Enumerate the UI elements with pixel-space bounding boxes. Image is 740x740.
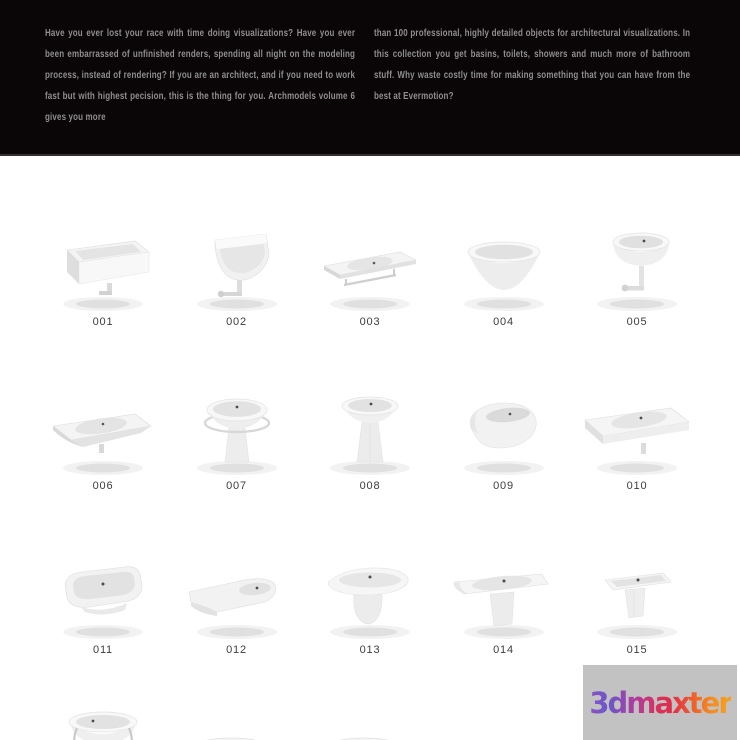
wall-round-basin-icon (171, 222, 303, 318)
wide-counter-basin-icon (37, 386, 169, 482)
pedestal-sink-icon (304, 386, 436, 482)
model-item (438, 550, 570, 656)
model-number-label: 011 (93, 644, 113, 656)
model-number-label: 008 (359, 480, 381, 492)
header-paragraph-right: than 100 professional, highly detailed objects for architectural visualizations. In this collection you get basins, toilets, showers and much more of bathroom stuff. Why waste costly time for making something that you can have from the best at Evermotion? (374, 27, 691, 102)
flat-tray-basin-icon (304, 222, 436, 318)
model-item (171, 222, 303, 328)
model-item-partial (171, 733, 303, 740)
square-wall-basin-icon (37, 550, 169, 646)
model-item (438, 222, 570, 328)
model-number-label: 001 (92, 316, 114, 328)
model-number-label: 013 (359, 644, 381, 656)
model-item (171, 550, 303, 656)
model-number-label: 005 (626, 316, 648, 328)
model-number-label: 012 (226, 644, 247, 656)
model-item (438, 386, 570, 492)
header-paragraph-left: Have you ever lost your race with time doing visualizations? Have you ever been embarrassed of unfinished renders, spending all night on the modeling process, instead of rendering? If you are an architect, and if you need to work fast but with highest pecision, this is the thing for you. Archmodels volume 6 gives you more (45, 27, 356, 123)
model-number-label: 003 (359, 316, 381, 328)
model-number-label: 004 (493, 316, 514, 328)
model-item (37, 222, 169, 328)
wall-box-basin-icon (37, 222, 169, 318)
model-item (304, 550, 436, 656)
model-number-label: 007 (226, 480, 247, 492)
model-item (304, 222, 436, 328)
model-number-label: 009 (493, 480, 514, 492)
cone-bowl-basin-icon (438, 222, 570, 318)
basin-rim-icon (304, 733, 436, 740)
watermark-logo: 3dmaxter (589, 685, 731, 720)
model-number-label: 002 (226, 316, 247, 328)
watermark-box (583, 665, 737, 740)
model-item-partial (37, 706, 169, 740)
header-banner (0, 0, 740, 156)
organic-basin-icon (438, 386, 570, 482)
semi-pedestal-sink-round-icon (304, 550, 436, 646)
semi-pedestal-sink-wide-icon (438, 550, 570, 646)
semi-pedestal-sink-square-icon (571, 550, 703, 646)
model-item (571, 386, 703, 492)
model-item-partial (304, 733, 436, 740)
wide-wall-basin-icon (571, 386, 703, 482)
asymmetric-counter-basin-icon (171, 550, 303, 646)
model-number-label: 010 (626, 480, 648, 492)
model-item (571, 550, 703, 656)
basin-rim-icon (171, 733, 303, 740)
model-number-label: 006 (92, 480, 114, 492)
model-item (37, 386, 169, 492)
model-item (571, 222, 703, 328)
model-grid (0, 156, 740, 740)
model-number-label: 014 (493, 644, 514, 656)
pedestal-rail-sink-icon (171, 386, 303, 482)
stand-basin-icon (37, 706, 169, 740)
model-item (304, 386, 436, 492)
model-item (37, 550, 169, 656)
model-number-label: 015 (626, 644, 648, 656)
model-item (171, 386, 303, 492)
round-bowl-pipe-basin-icon (571, 222, 703, 318)
